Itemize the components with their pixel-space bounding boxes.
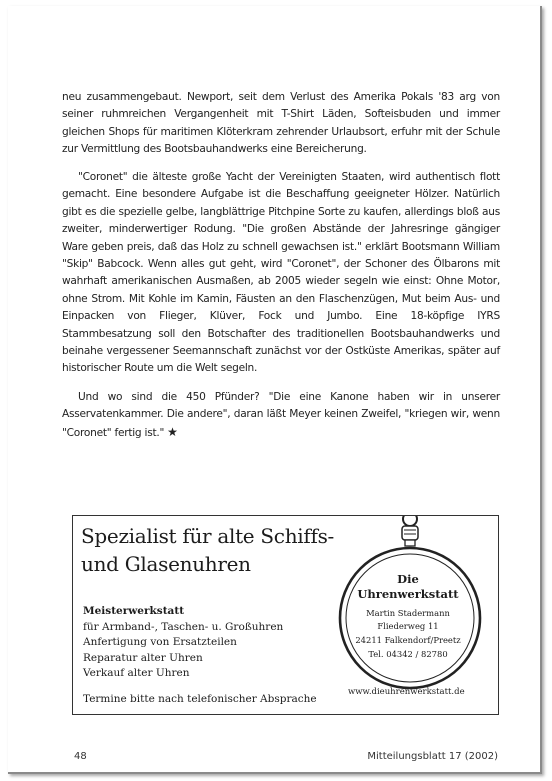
article-paragraph-final xyxy=(62,389,500,442)
advertisement-box xyxy=(72,515,499,715)
article-paragraph-text: Und wo sind die 450 Pfünder? "Die eine Kanone haben wir in unserer Asservatenkammer. Die andere", daran läßt Meyer keinen Zweifel, "kriegen wir, wenn "Coronet" fertig ist." xyxy=(62,391,500,439)
watch-owner: Martin Stadermann xyxy=(366,608,450,618)
article-paragraph: "Coronet" die älteste große Yacht der Vereinigten Staaten, wird authentisch flott gemacht. Eine besondere Aufgabe ist die Beschaffung geeigneter Hölzer. Natürlich gibt es die spezielle gelbe, langblättrige Pitchpine Sorte zu kaufen, allerdings bloß aus zweiter, minderwertiger Rodung. "Die großen Abstände der Jahresringe gängiger Ware geben preis, daß das Holz zu schnell gewachsen ist." erklärt Bootsmann William "Skip" Babcock. Wenn alles gut geht, wird "Coronet", der Schoner des Ölbarons mit wahrhaft amerikanischen Ausmaßen, ab 2005 wieder segeln wie einst: Ohne Motor, ohne Strom. Mit Kohle im Kamin, Fäusten an den Flaschenzügen, Mut beim Aus- und Einpacken von Flieger, Klüver, Fock und Jumbo. Eine 18-köpfige IYRS Stammbesatzung soll den Botschafter des traditionellen Bootsbauhandwerks und beinahe vergessener Seemannschaft zunächst vor der Ostküste Amerikas, später auf historischer Route um die Welt segeln. xyxy=(62,171,500,375)
ad-services-list xyxy=(83,604,283,682)
ad-headline-line: Spezialist für alte Schiffs- xyxy=(81,524,335,548)
pocket-watch-logo xyxy=(338,516,498,714)
end-mark-icon: ★ xyxy=(167,424,178,439)
watch-title-line: Die xyxy=(397,572,419,586)
watch-street: Fliederweg 11 xyxy=(377,621,439,631)
ad-appointment-note: Termine bitte nach telefonischer Absprache xyxy=(83,693,317,705)
running-footer: Mitteilungsblatt 17 (2002) xyxy=(367,751,498,762)
ad-service-item: Anfertigung von Ersatzteilen xyxy=(83,636,237,649)
page-sheet xyxy=(8,6,542,774)
watch-phone: Tel. 04342 / 82780 xyxy=(368,649,448,659)
ad-service-item: für Armband-, Taschen- u. Großuhren xyxy=(83,620,284,633)
ad-service-item: Reparatur alter Uhren xyxy=(83,651,203,664)
watch-title-line: Uhrenwerkstatt xyxy=(357,587,459,601)
ad-headline xyxy=(81,522,343,578)
ad-service-item: Meisterwerkstatt xyxy=(83,605,185,617)
watch-title xyxy=(338,572,478,602)
ad-headline-line: und Glasenuhren xyxy=(81,552,251,576)
ad-service-item: Verkauf alter Uhren xyxy=(83,667,190,680)
watch-city: 24211 Falkendorf/Preetz xyxy=(355,635,461,645)
article-paragraph: neu zusammengebaut. Newport, seit dem Verlust des Amerika Pokals '83 arg von seiner ruhmreichen Vergangenheit mit T-Shirt Läden, Softeisbuden und immer gleichen Shops für maritimen Klöterkram zehrender Urlaubsort, erfuhr mit der Schule zur Vermittlung des Bootsbauhandwerks eine Bereicherung. xyxy=(62,91,500,156)
page-number: 48 xyxy=(74,751,87,762)
ad-website: www.dieuhrenwerkstatt.de xyxy=(348,687,465,697)
